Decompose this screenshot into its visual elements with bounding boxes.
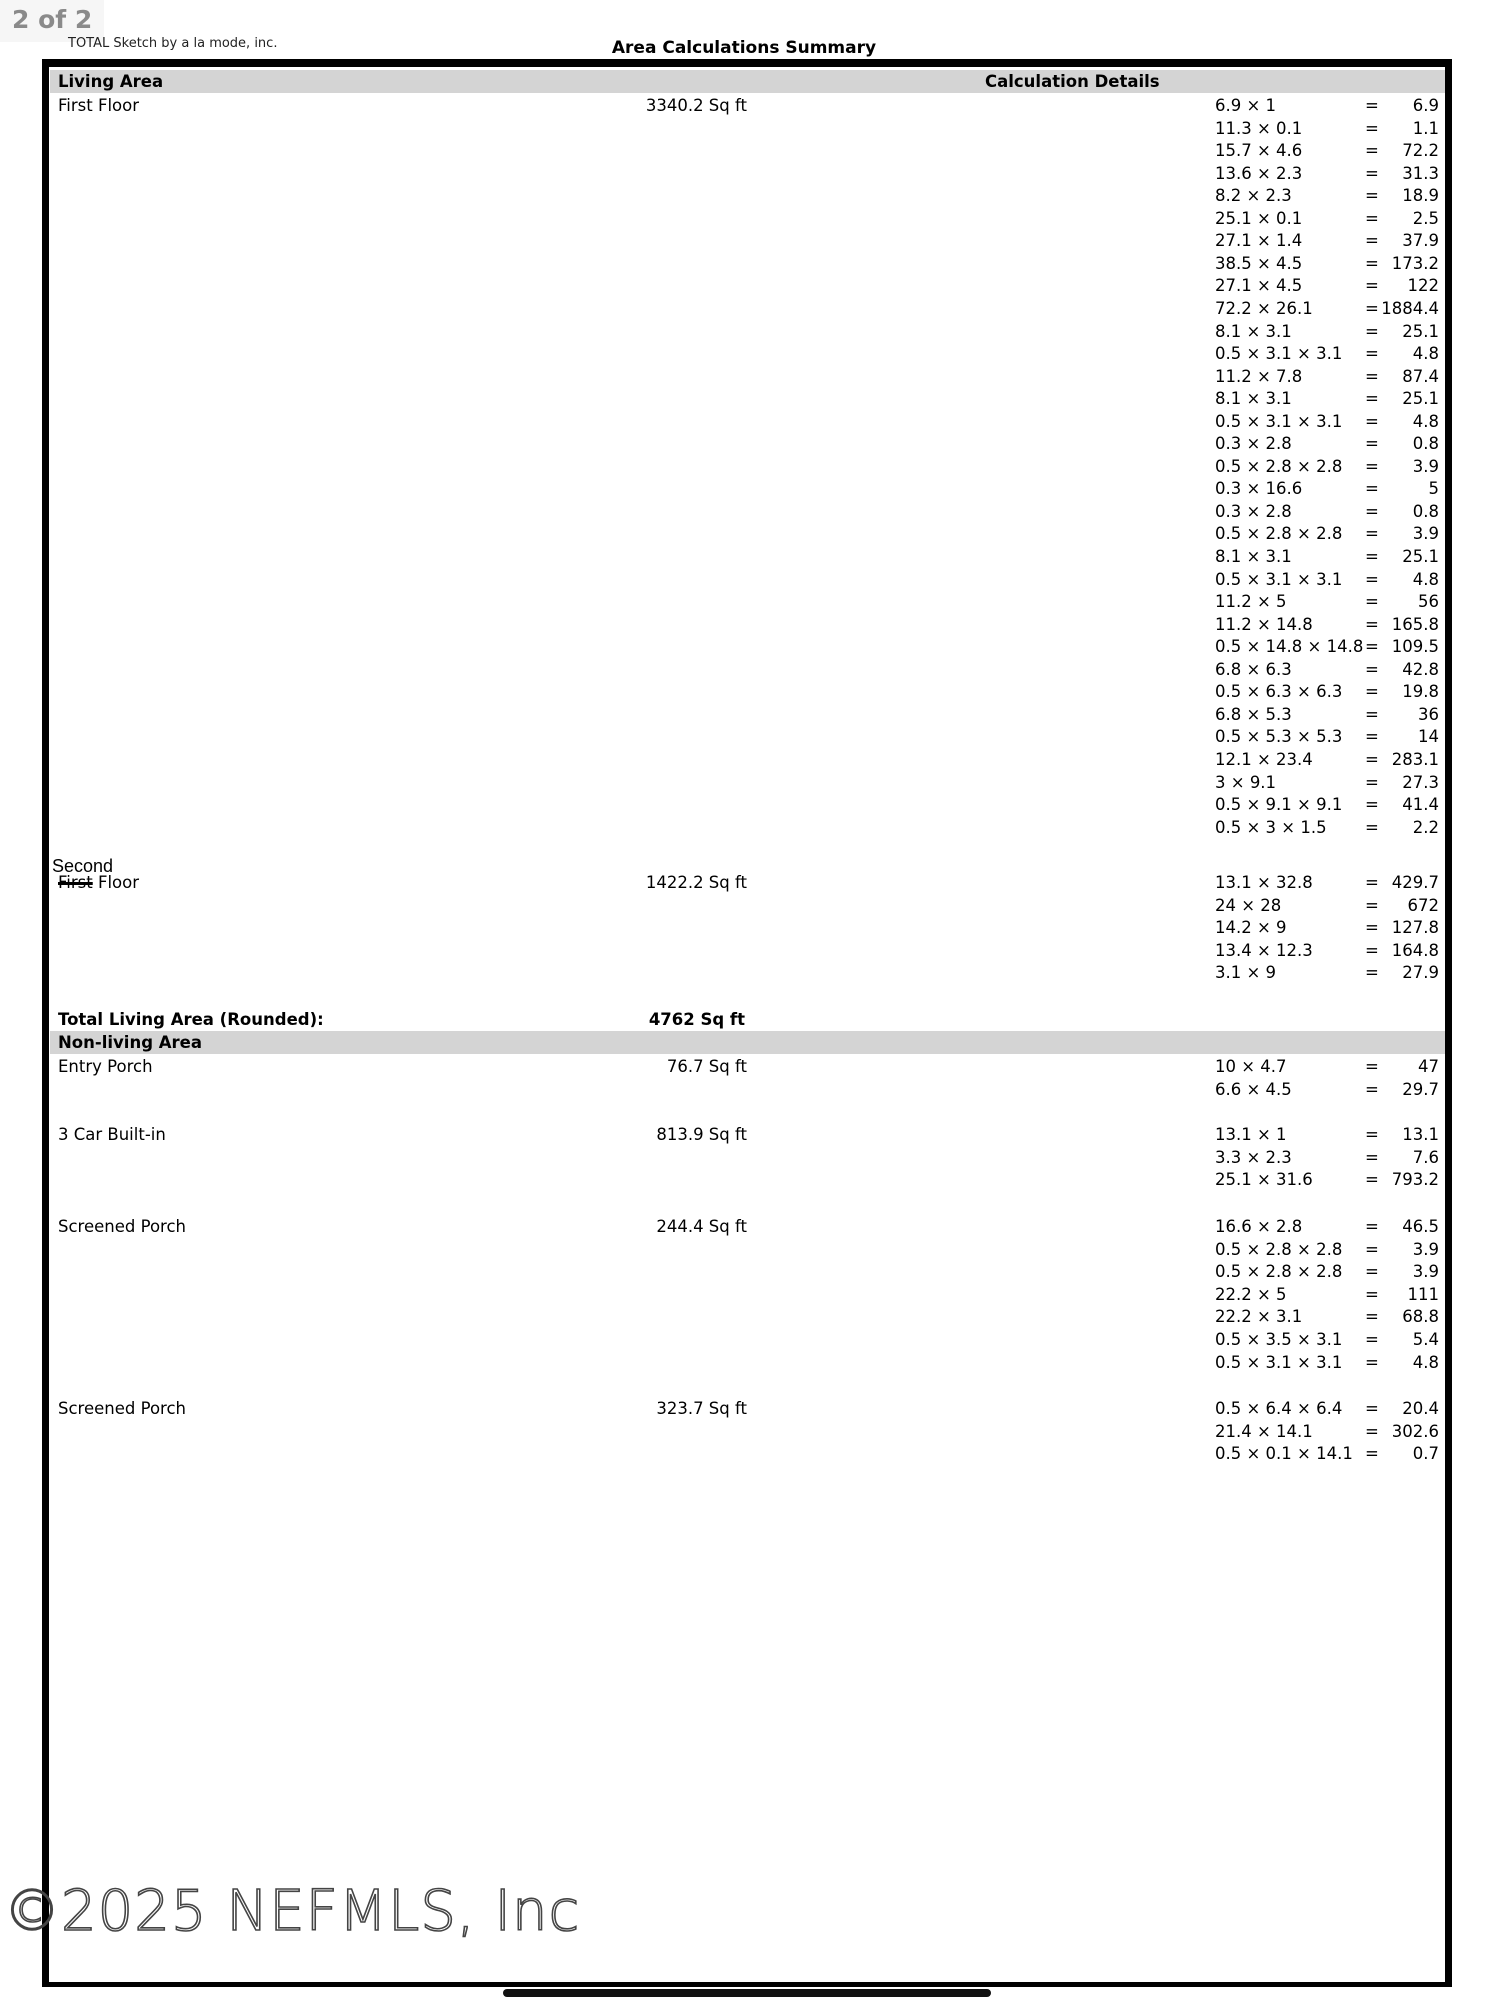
calc-result: 127.8 xyxy=(1391,918,1439,938)
screened-porch-area: 244.4 Sq ft xyxy=(656,1217,747,1236)
calc-equals: = xyxy=(1365,1125,1379,1144)
calc-equals: = xyxy=(1365,96,1379,115)
calc-equals: = xyxy=(1365,1421,1379,1441)
calc-row xyxy=(1215,682,1439,704)
calc-result: 6.9 xyxy=(1412,96,1439,115)
calc-expression: 11.3 × 0.1 xyxy=(1215,118,1303,138)
calc-expression: 11.2 × 7.8 xyxy=(1215,366,1303,386)
calc-result: 87.4 xyxy=(1402,366,1439,386)
car-built-in-label: 3 Car Built-in xyxy=(58,1125,166,1144)
calc-equals: = xyxy=(1365,895,1379,915)
calc-equals: = xyxy=(1365,456,1379,476)
calc-result: 4.8 xyxy=(1412,344,1439,364)
calc-equals: = xyxy=(1365,231,1379,251)
calc-equals: = xyxy=(1365,817,1379,837)
calc-row xyxy=(1215,1125,1439,1147)
screened-porch-label: Screened Porch xyxy=(58,1217,187,1236)
calc-equals: = xyxy=(1365,1330,1379,1349)
calc-row xyxy=(1215,524,1439,546)
calc-expression: 10 × 4.7 xyxy=(1215,1057,1287,1076)
calc-row xyxy=(1215,818,1439,840)
calc-expression: 3.3 × 2.3 xyxy=(1215,1147,1292,1167)
calc-row xyxy=(1215,727,1439,749)
calc-equals: = xyxy=(1365,411,1379,431)
calc-equals: = xyxy=(1365,1399,1379,1418)
calc-expression: 11.2 × 14.8 xyxy=(1215,614,1313,634)
calc-row xyxy=(1215,1330,1439,1352)
calc-expression: 27.1 × 4.5 xyxy=(1215,276,1303,296)
calc-row xyxy=(1215,502,1439,524)
calc-row xyxy=(1215,96,1439,118)
calc-equals: = xyxy=(1365,186,1379,206)
calc-expression: 8.1 × 3.1 xyxy=(1215,389,1292,409)
calc-row xyxy=(1215,773,1439,795)
calc-result: 25.1 xyxy=(1402,321,1439,341)
calc-expression: 0.3 × 2.8 xyxy=(1215,501,1292,521)
calc-equals: = xyxy=(1365,704,1379,724)
calc-row xyxy=(1215,276,1439,298)
calc-result: 20.4 xyxy=(1402,1399,1439,1418)
calc-result: 0.7 xyxy=(1412,1444,1439,1464)
calc-expression: 0.5 × 9.1 × 9.1 xyxy=(1215,795,1343,815)
calc-equals: = xyxy=(1365,637,1379,657)
calc-row xyxy=(1215,299,1439,321)
calc-expression: 0.5 × 3.1 × 3.1 xyxy=(1215,344,1343,364)
calc-result: 29.7 xyxy=(1402,1079,1439,1099)
first-floor-label: First Floor xyxy=(58,96,140,115)
calc-result: 19.8 xyxy=(1402,682,1439,702)
calc-row xyxy=(1215,322,1439,344)
calc-expression: 27.1 × 1.4 xyxy=(1215,231,1303,251)
calc-row xyxy=(1215,1422,1439,1444)
calc-result: 164.8 xyxy=(1391,940,1439,960)
non-living-area-header xyxy=(50,1031,1445,1054)
calc-result: 68.8 xyxy=(1402,1307,1439,1327)
calc-row xyxy=(1215,547,1439,569)
calc-expression: 13.1 × 1 xyxy=(1215,1125,1287,1144)
calc-expression: 22.2 × 3.1 xyxy=(1215,1307,1303,1327)
calc-expression: 13.1 × 32.8 xyxy=(1215,873,1313,892)
calc-row xyxy=(1215,186,1439,208)
calc-expression: 6.6 × 4.5 xyxy=(1215,1079,1292,1099)
calc-expression: 0.5 × 0.1 × 14.1 xyxy=(1215,1444,1353,1464)
calc-result: 7.6 xyxy=(1412,1147,1439,1167)
calc-expression: 0.3 × 2.8 xyxy=(1215,434,1292,454)
calc-row xyxy=(1215,1080,1439,1102)
calc-equals: = xyxy=(1365,253,1379,273)
calc-row xyxy=(1215,918,1439,940)
calc-result: 56 xyxy=(1418,592,1439,612)
calc-result: 429.7 xyxy=(1391,873,1439,892)
calc-expression: 0.3 × 16.6 xyxy=(1215,479,1303,499)
calc-equals: = xyxy=(1365,772,1379,792)
calc-equals: = xyxy=(1365,682,1379,702)
calc-equals: = xyxy=(1365,1352,1379,1372)
calc-expression: 6.9 × 1 xyxy=(1215,96,1277,115)
calc-row xyxy=(1215,479,1439,501)
calc-expression: 0.5 × 3.1 × 3.1 xyxy=(1215,1352,1343,1372)
living-area-header xyxy=(50,70,1445,93)
calc-result: 0.8 xyxy=(1412,434,1439,454)
non-living-area-heading: Non-living Area xyxy=(58,1033,202,1052)
calc-row xyxy=(1215,637,1439,659)
calc-expression: 0.5 × 2.8 × 2.8 xyxy=(1215,524,1343,544)
calc-result: 165.8 xyxy=(1391,614,1439,634)
calc-expression: 0.5 × 5.3 × 5.3 xyxy=(1215,727,1343,747)
calc-result: 42.8 xyxy=(1402,659,1439,679)
calc-result: 3.9 xyxy=(1412,1262,1439,1282)
calc-row xyxy=(1215,795,1439,817)
calc-row xyxy=(1215,1217,1439,1239)
calc-row xyxy=(1215,389,1439,411)
calc-equals: = xyxy=(1365,366,1379,386)
calc-equals: = xyxy=(1365,1170,1379,1190)
calc-expression: 3.1 × 9 xyxy=(1215,963,1277,983)
calc-row xyxy=(1215,434,1439,456)
calc-result: 36 xyxy=(1418,704,1439,724)
calc-row xyxy=(1215,1240,1439,1262)
calc-equals: = xyxy=(1365,795,1379,815)
calc-expression: 6.8 × 5.3 xyxy=(1215,704,1292,724)
calc-row xyxy=(1215,367,1439,389)
calc-expression: 0.5 × 2.8 × 2.8 xyxy=(1215,456,1343,476)
calculation-details-heading: Calculation Details xyxy=(985,72,1160,91)
calc-result: 3.9 xyxy=(1412,456,1439,476)
car-built-in-area: 813.9 Sq ft xyxy=(656,1125,747,1144)
calc-result: 3.9 xyxy=(1412,1239,1439,1259)
calc-result: 37.9 xyxy=(1402,231,1439,251)
calc-result: 47 xyxy=(1418,1057,1439,1076)
calc-expression: 0.5 × 2.8 × 2.8 xyxy=(1215,1239,1343,1259)
calc-expression: 8.1 × 3.1 xyxy=(1215,547,1292,566)
scroll-indicator[interactable] xyxy=(503,1989,991,1997)
calc-expression: 16.6 × 2.8 xyxy=(1215,1217,1303,1236)
calc-row xyxy=(1215,119,1439,141)
calc-row xyxy=(1215,164,1439,186)
calc-equals: = xyxy=(1365,918,1379,938)
calc-result: 5.4 xyxy=(1412,1330,1439,1349)
calc-result: 72.2 xyxy=(1402,141,1439,161)
calc-equals: = xyxy=(1365,963,1379,983)
calc-expression: 25.1 × 0.1 xyxy=(1215,208,1303,228)
calc-result: 4.8 xyxy=(1412,569,1439,589)
calc-result: 0.8 xyxy=(1412,501,1439,521)
calc-expression: 72.2 × 26.1 xyxy=(1215,298,1313,318)
calc-expression: 6.8 × 6.3 xyxy=(1215,659,1292,679)
calc-row xyxy=(1215,231,1439,253)
copyright-watermark: ©2025 NEFMLS, Inc xyxy=(4,1879,581,1944)
calc-equals: = xyxy=(1365,276,1379,296)
calc-result: 5 xyxy=(1428,479,1439,499)
calc-row xyxy=(1215,457,1439,479)
calc-row xyxy=(1215,1057,1439,1079)
calc-expression: 0.5 × 6.3 × 6.3 xyxy=(1215,682,1343,702)
calc-expression: 22.2 × 5 xyxy=(1215,1284,1287,1304)
calc-equals: = xyxy=(1365,749,1379,769)
calc-equals: = xyxy=(1365,1217,1379,1236)
calc-result: 672 xyxy=(1407,895,1439,915)
calc-expression: 0.5 × 6.4 × 6.4 xyxy=(1215,1399,1343,1418)
calc-equals: = xyxy=(1365,141,1379,161)
calc-result: 25.1 xyxy=(1402,389,1439,409)
calc-row xyxy=(1215,344,1439,366)
calc-equals: = xyxy=(1365,1239,1379,1259)
second-floor-label xyxy=(58,873,139,892)
calc-result: 283.1 xyxy=(1391,749,1439,769)
calc-equals: = xyxy=(1365,547,1379,566)
calc-equals: = xyxy=(1365,1307,1379,1327)
calc-row xyxy=(1215,1353,1439,1375)
calc-equals: = xyxy=(1365,727,1379,747)
calc-expression: 0.5 × 3.1 × 3.1 xyxy=(1215,411,1343,431)
calc-result: 122 xyxy=(1407,276,1439,296)
calc-result: 14 xyxy=(1418,727,1439,747)
calc-equals: = xyxy=(1365,1262,1379,1282)
calc-expression: 24 × 28 xyxy=(1215,895,1282,915)
calc-result: 1884.4 xyxy=(1381,298,1439,318)
calc-expression: 3 × 9.1 xyxy=(1215,772,1277,792)
second-floor-area: 1422.2 Sq ft xyxy=(645,873,747,892)
handwritten-correction: Second xyxy=(52,856,114,876)
calc-row xyxy=(1215,592,1439,614)
calc-expression: 0.5 × 3.5 × 3.1 xyxy=(1215,1330,1343,1349)
calc-result: 18.9 xyxy=(1402,186,1439,206)
calc-row xyxy=(1215,1399,1439,1421)
calc-equals: = xyxy=(1365,569,1379,589)
calc-equals: = xyxy=(1365,344,1379,364)
calc-row xyxy=(1215,1170,1439,1192)
total-living-value: 4762 Sq ft xyxy=(648,1010,745,1029)
calc-row xyxy=(1215,1148,1439,1170)
calc-equals: = xyxy=(1365,479,1379,499)
calc-result: 46.5 xyxy=(1402,1217,1439,1236)
entry-porch-area: 76.7 Sq ft xyxy=(666,1057,747,1076)
calc-row xyxy=(1215,254,1439,276)
calc-result: 173.2 xyxy=(1391,253,1439,273)
calc-result: 27.9 xyxy=(1402,963,1439,983)
calc-row xyxy=(1215,896,1439,918)
screened-porch-2-area: 323.7 Sq ft xyxy=(656,1399,747,1418)
page-indicator: 2 of 2 xyxy=(0,0,104,42)
calc-expression: 8.2 × 2.3 xyxy=(1215,186,1292,206)
calc-equals: = xyxy=(1365,940,1379,960)
calc-expression: 0.5 × 3 × 1.5 xyxy=(1215,817,1327,837)
calc-row xyxy=(1215,412,1439,434)
struck-word: First xyxy=(58,873,93,892)
document-title: Area Calculations Summary xyxy=(611,38,877,58)
calc-equals: = xyxy=(1365,389,1379,409)
calc-expression: 0.5 × 14.8 × 14.8 xyxy=(1215,637,1364,657)
calc-row xyxy=(1215,1444,1439,1466)
calc-row xyxy=(1215,1307,1439,1329)
calc-result: 1.1 xyxy=(1412,118,1439,138)
calc-equals: = xyxy=(1365,873,1379,892)
total-living-label: Total Living Area (Rounded): xyxy=(58,1010,324,1029)
calc-result: 3.9 xyxy=(1412,524,1439,544)
calc-equals: = xyxy=(1365,659,1379,679)
calc-expression: 15.7 × 4.6 xyxy=(1215,141,1303,161)
calc-expression: 0.5 × 2.8 × 2.8 xyxy=(1215,1262,1343,1282)
calc-row xyxy=(1215,1285,1439,1307)
calc-expression: 12.1 × 23.4 xyxy=(1215,749,1313,769)
calc-expression: 14.2 × 9 xyxy=(1215,918,1287,938)
first-floor-area: 3340.2 Sq ft xyxy=(645,96,747,115)
calc-result: 4.8 xyxy=(1412,1352,1439,1372)
calc-equals: = xyxy=(1365,524,1379,544)
calc-expression: 13.6 × 2.3 xyxy=(1215,163,1303,183)
calc-row xyxy=(1215,705,1439,727)
calc-result: 109.5 xyxy=(1391,637,1439,657)
calc-equals: = xyxy=(1365,1284,1379,1304)
calc-row xyxy=(1215,941,1439,963)
calc-expression: 25.1 × 31.6 xyxy=(1215,1170,1313,1190)
calc-result: 41.4 xyxy=(1402,795,1439,815)
floor-word: Floor xyxy=(92,873,140,892)
calc-equals: = xyxy=(1365,1057,1379,1076)
calc-result: 4.8 xyxy=(1412,411,1439,431)
calc-expression: 21.4 × 14.1 xyxy=(1215,1421,1313,1441)
calc-result: 27.3 xyxy=(1402,772,1439,792)
calc-equals: = xyxy=(1365,208,1379,228)
screened-porch-2-label: Screened Porch xyxy=(58,1399,187,1418)
calc-result: 111 xyxy=(1407,1284,1439,1304)
calc-row xyxy=(1215,750,1439,772)
calc-row xyxy=(1215,963,1439,985)
calc-result: 793.2 xyxy=(1391,1170,1439,1190)
calc-row xyxy=(1215,873,1439,895)
calc-equals: = xyxy=(1365,1444,1379,1464)
calc-expression: 8.1 × 3.1 xyxy=(1215,321,1292,341)
calc-row xyxy=(1215,209,1439,231)
calc-equals: = xyxy=(1365,434,1379,454)
calc-equals: = xyxy=(1365,321,1379,341)
calc-equals: = xyxy=(1365,501,1379,521)
software-credit: TOTAL Sketch by a la mode, inc. xyxy=(68,36,278,51)
calc-result: 2.2 xyxy=(1412,817,1439,837)
calc-result: 302.6 xyxy=(1391,1421,1439,1441)
calc-row xyxy=(1215,570,1439,592)
calc-result: 13.1 xyxy=(1402,1125,1439,1144)
calc-expression: 38.5 × 4.5 xyxy=(1215,253,1303,273)
calc-expression: 11.2 × 5 xyxy=(1215,592,1287,612)
calc-equals: = xyxy=(1365,1147,1379,1167)
calc-expression: 0.5 × 3.1 × 3.1 xyxy=(1215,569,1343,589)
calc-row xyxy=(1215,1262,1439,1284)
calc-equals: = xyxy=(1365,163,1379,183)
calc-equals: = xyxy=(1365,298,1379,318)
living-area-heading: Living Area xyxy=(58,72,164,91)
entry-porch-label: Entry Porch xyxy=(58,1057,153,1076)
calc-result: 2.5 xyxy=(1412,208,1439,228)
calc-result: 31.3 xyxy=(1402,163,1439,183)
calc-equals: = xyxy=(1365,614,1379,634)
calc-row xyxy=(1215,615,1439,637)
calc-row xyxy=(1215,660,1439,682)
calc-equals: = xyxy=(1365,1079,1379,1099)
calc-result: 25.1 xyxy=(1402,547,1439,566)
calc-row xyxy=(1215,141,1439,163)
calc-equals: = xyxy=(1365,118,1379,138)
calc-expression: 13.4 × 12.3 xyxy=(1215,940,1313,960)
calc-equals: = xyxy=(1365,592,1379,612)
